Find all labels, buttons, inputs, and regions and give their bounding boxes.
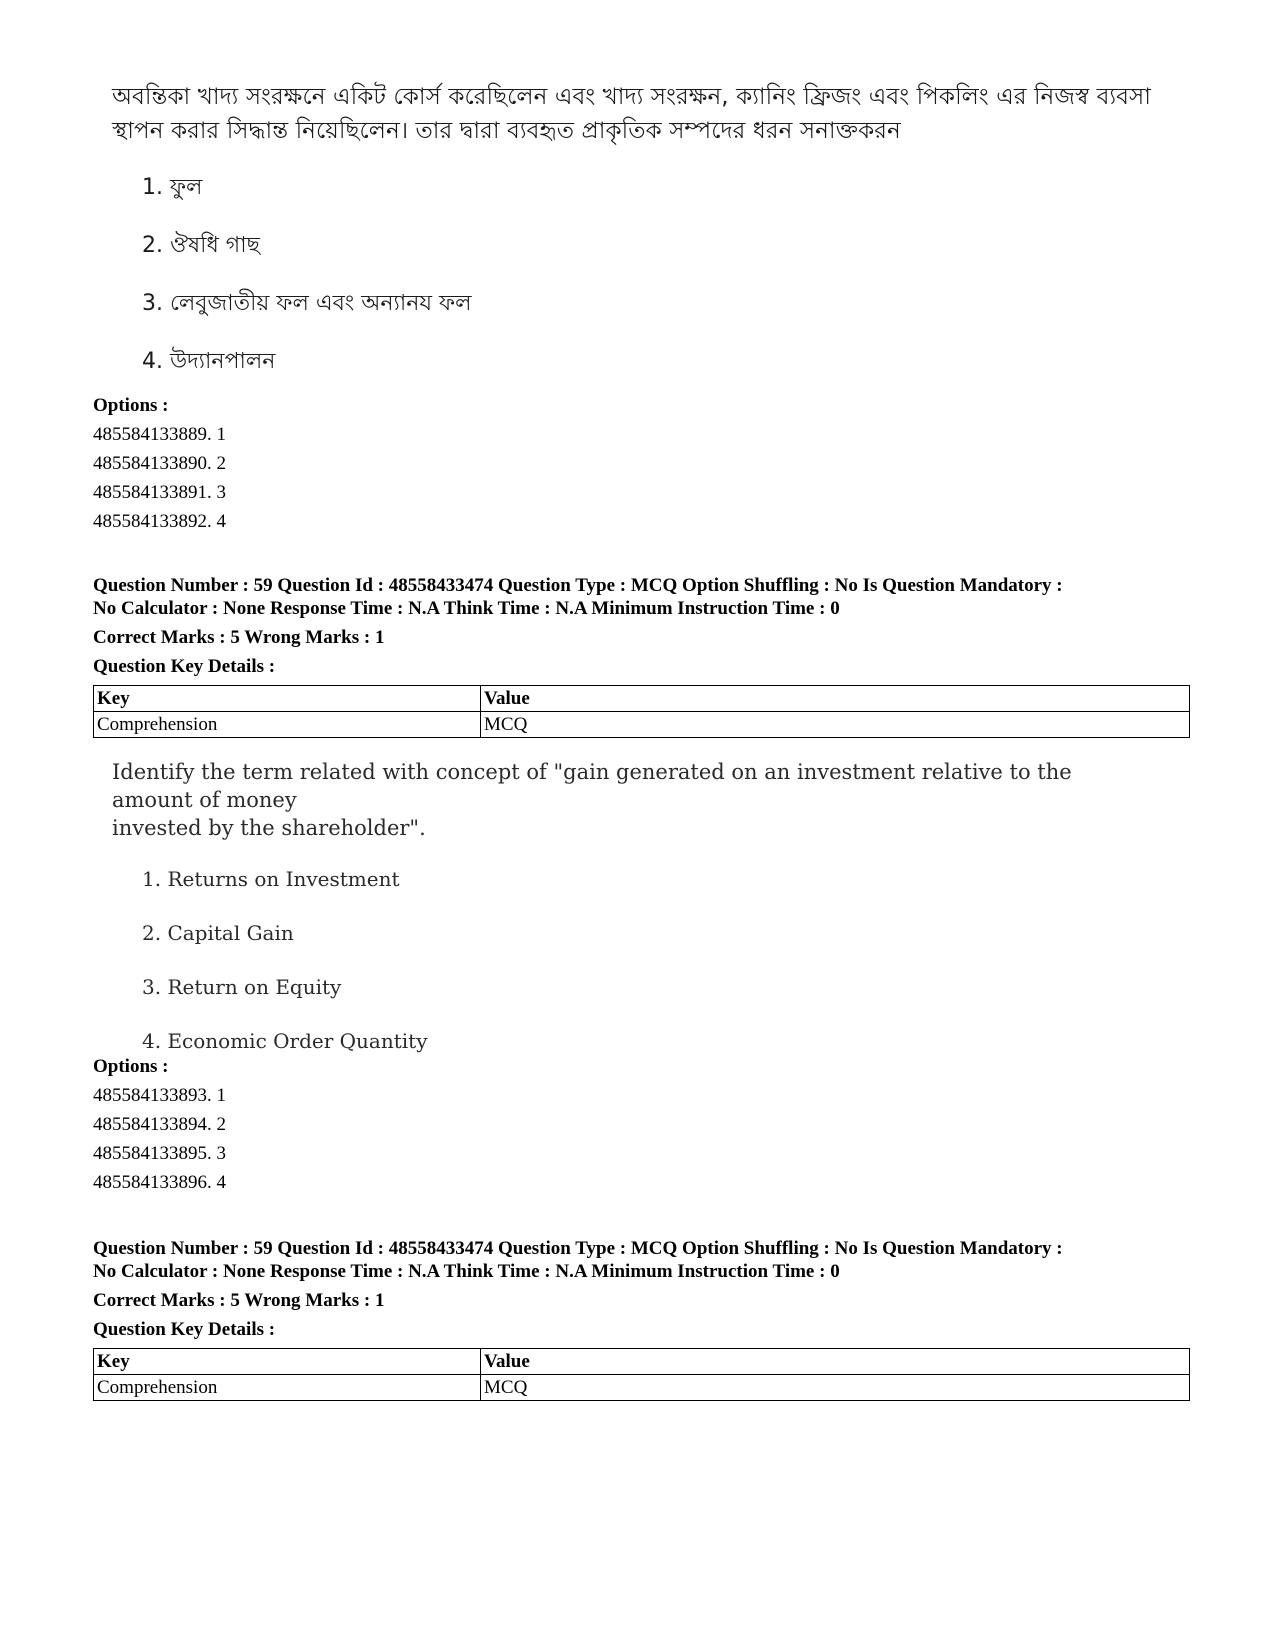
choice-item: 1. ফুল <box>142 175 203 200</box>
option-item: 485584133894. 2 <box>93 1114 226 1135</box>
option-item: 485584133896. 4 <box>93 1172 226 1193</box>
marks-line: Correct Marks : 5 Wrong Marks : 1 <box>93 627 385 648</box>
table-cell: Comprehension <box>94 1375 481 1401</box>
question-stem-line: invested by the shareholder". <box>112 816 426 840</box>
option-item: 485584133889. 1 <box>93 424 226 445</box>
table-header-cell: Key <box>94 1349 481 1375</box>
choice-item: 4. উদ্যানপালন <box>142 349 276 374</box>
option-item: 485584133895. 3 <box>93 1143 226 1164</box>
key-details-table <box>93 1348 1190 1401</box>
options-block <box>93 1052 226 1197</box>
table-header-row <box>94 686 1190 712</box>
options-label: Options : <box>93 395 169 416</box>
choice-item: 4. Economic Order Quantity <box>142 1029 428 1053</box>
choice-item: 2. ঔষধি গাছ <box>142 233 260 258</box>
choice-item: 3. লেবুজাতীয় ফল এবং অন্যানয ফল <box>142 291 472 316</box>
table-header-row <box>94 1349 1190 1375</box>
options-block <box>93 391 226 536</box>
table-row <box>94 1375 1190 1401</box>
table-cell: MCQ <box>481 712 1190 738</box>
key-details-table <box>93 685 1190 738</box>
metadata-line: Question Number : 59 Question Id : 48558433474 Question Type : MCQ Option Shuffling : No Is Question Mandatory : <box>93 1238 1063 1259</box>
metadata-line: No Calculator : None Response Time : N.A Think Time : N.A Minimum Instruction Time : 0 <box>93 1261 840 1282</box>
key-details-label: Question Key Details : <box>93 656 276 677</box>
table-cell: MCQ <box>481 1375 1190 1401</box>
metadata-line: Question Number : 59 Question Id : 48558433474 Question Type : MCQ Option Shuffling : No Is Question Mandatory : <box>93 575 1063 596</box>
question-stem: অবন্তিকা খাদ্য সংরক্ষনে একিট কোর্স করেছিলেন এবং খাদ্য সংরক্ষন, ক্যানিং ফ্রিজং এবং পিকলিং এর নিজস্ব ব্যবসা স্থাপন করার সিদ্ধান্ত নিয়েছিলেন। তার দ্বারা ব্যবহৃত প্রাকৃতিক সম্পদের ধরন সনাক্তকরন <box>112 84 1152 144</box>
question-stem-line: Identify the term related with concept of "gain generated on an investment relative to the amount of money <box>112 760 1072 812</box>
metadata-line: No Calculator : None Response Time : N.A Think Time : N.A Minimum Instruction Time : 0 <box>93 598 840 619</box>
table-header-cell: Key <box>94 686 481 712</box>
question-image-english <box>112 758 1152 1053</box>
table-row <box>94 712 1190 738</box>
key-details-label: Question Key Details : <box>93 1319 276 1340</box>
table-cell: Comprehension <box>94 712 481 738</box>
marks-line: Correct Marks : 5 Wrong Marks : 1 <box>93 1290 385 1311</box>
choice-item: 2. Capital Gain <box>142 921 294 945</box>
table-header-cell: Value <box>481 1349 1190 1375</box>
question-metadata <box>93 574 1193 678</box>
choice-list <box>112 852 1152 1068</box>
table-header-cell: Value <box>481 686 1190 712</box>
question-image-bengali <box>112 74 1152 374</box>
question-stem <box>112 758 1152 842</box>
choice-item: 1. Returns on Investment <box>142 867 400 891</box>
option-item: 485584133890. 2 <box>93 453 226 474</box>
choice-list <box>112 159 1152 391</box>
option-item: 485584133893. 1 <box>93 1085 226 1106</box>
choice-item: 3. Return on Equity <box>142 975 342 999</box>
option-item: 485584133891. 3 <box>93 482 226 503</box>
option-item: 485584133892. 4 <box>93 511 226 532</box>
options-label: Options : <box>93 1056 169 1077</box>
question-metadata <box>93 1237 1193 1341</box>
